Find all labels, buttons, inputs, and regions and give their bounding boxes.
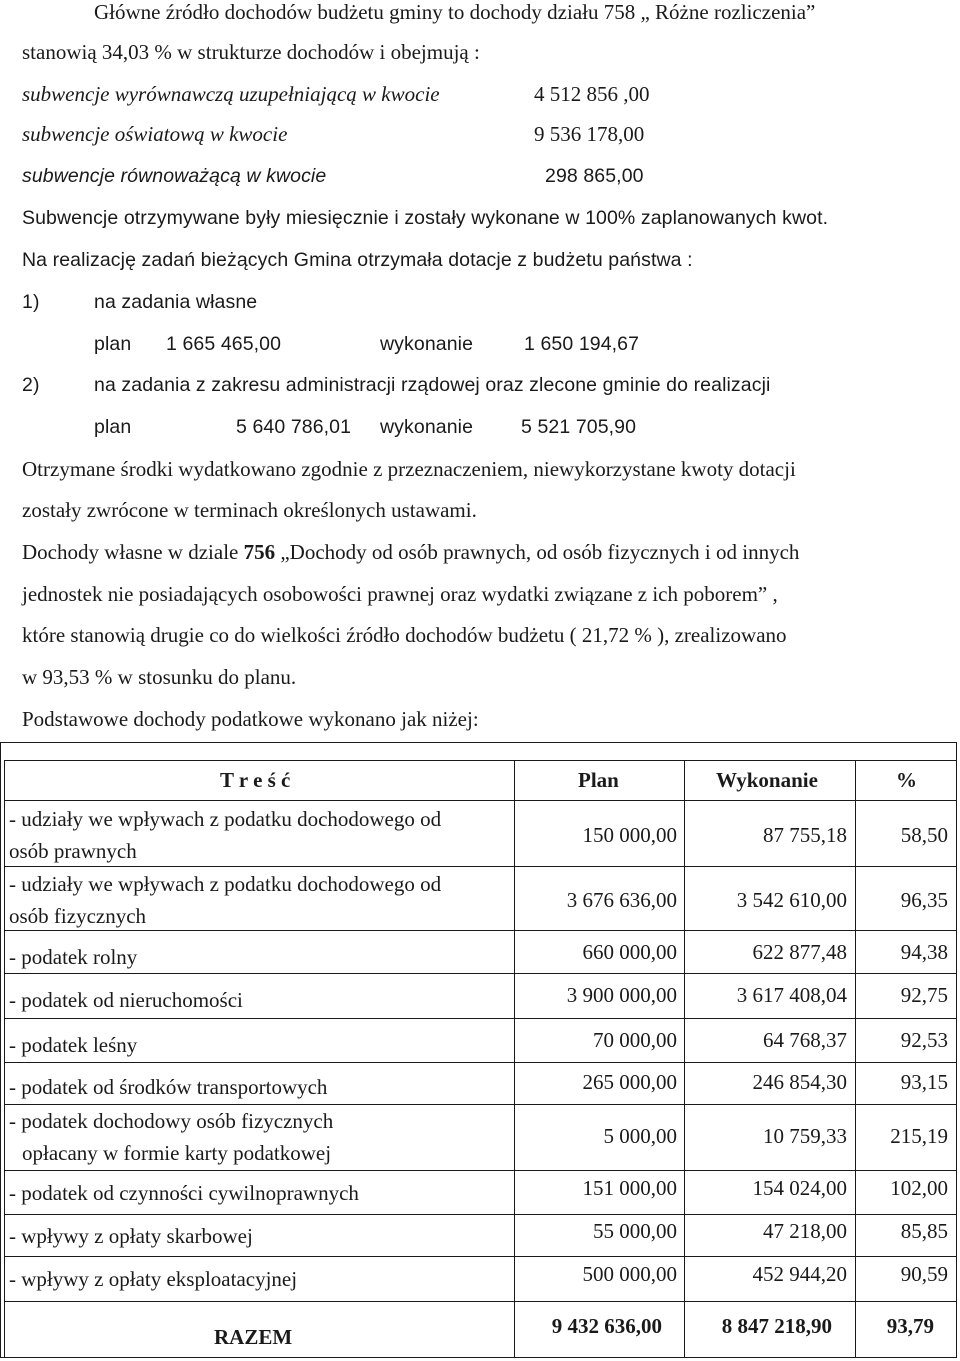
row-4-plan: 3 900 000,00 [566,983,677,1007]
grant-2-exec-label: wykonanie [380,416,474,438]
row-line-10 [4,1301,957,1302]
row-7-pct: 215,19 [890,1124,948,1148]
row-line-header [4,800,957,801]
row-1-plan: 150 000,00 [582,823,677,847]
paragraph-2-line-1-a: Dochody własne w dziale [22,540,244,564]
row-3-exec: 622 877,48 [752,940,847,964]
row-1-label-line-1: - udziały we wpływach z podatku dochodowego od [9,807,442,831]
header-plan: Plan [578,768,619,792]
row-4-exec: 3 617 408,04 [736,983,847,1007]
intro-line-1: Główne źródło dochodów budżetu gminy to dochody działu 758 „ Różne rozliczenia” [94,0,816,24]
subsidy-3-label: subwencje równoważącą w kwocie [22,165,327,187]
row-line-8 [4,1214,957,1215]
row-1-exec: 87 755,18 [763,823,847,847]
total-exec: 8 847 218,90 [721,1314,832,1338]
row-line-1 [4,866,957,867]
row-8-pct: 102,00 [890,1176,948,1200]
row-9-exec: 47 218,00 [763,1219,847,1243]
grant-2-plan-value: 5 640 786,01 [236,416,352,438]
paragraph-2-line-2: jednostek nie posiadających osobowości prawnej oraz wydatki związane z ich poborem” , [22,582,778,606]
row-4-pct: 92,75 [900,983,948,1007]
row-line-3 [4,973,957,974]
header-description: T r e ś ć [220,768,291,792]
subsidy-2-label: subwencje oświatową w kwocie [22,122,288,146]
row-10-pct: 90,59 [900,1262,948,1286]
grant-1-exec-value: 1 650 194,67 [524,333,640,355]
col-separator-3 [855,760,856,1358]
row-6-label: - podatek od środków transportowych [9,1075,328,1099]
row-6-exec: 246 854,30 [752,1070,847,1094]
grants-intro: Na realizację zadań bieżących Gmina otrzymała dotacje z budżetu państwa : [22,249,693,271]
col-separator-2 [684,760,685,1358]
subsidy-paid-text: Subwencje otrzymywane były miesięcznie i zostały wykonane w 100% zaplanowanych kwot. [22,207,829,229]
subsidy-2-value: 9 536 178,00 [534,122,645,146]
row-9-label: - wpływy z opłaty skarbowej [9,1224,253,1248]
row-3-plan: 660 000,00 [582,940,677,964]
row-line-4 [4,1018,957,1019]
paragraph-2-division-number: 756 [243,540,276,564]
subsidy-1-value: 4 512 856 ,00 [534,82,650,106]
row-10-plan: 500 000,00 [582,1262,677,1286]
row-2-label-line-1: - udziały we wpływach z podatku dochodowego od [9,872,442,896]
subsidy-1-label: subwencje wyrównawczą uzupełniającą w kwocie [22,82,440,106]
row-line-6 [4,1104,957,1105]
row-5-label: - podatek leśny [9,1033,138,1057]
grant-1-exec-label: wykonanie [380,333,474,355]
header-percent: % [896,768,917,792]
row-7-exec: 10 759,33 [763,1124,847,1148]
row-9-pct: 85,85 [900,1219,948,1243]
row-line-5 [4,1062,957,1063]
row-4-label: - podatek od nieruchomości [9,988,243,1012]
row-5-plan: 70 000,00 [593,1028,677,1052]
grant-2-number: 2) [22,374,40,396]
grant-2-label: na zadania z zakresu administracji rządowej oraz zlecone gminie do realizacji [94,374,771,396]
grant-1-number: 1) [22,291,40,313]
row-8-plan: 151 000,00 [582,1176,677,1200]
total-plan: 9 432 636,00 [551,1314,662,1338]
paragraph-2-line-1 [22,540,799,564]
row-6-plan: 265 000,00 [582,1070,677,1094]
grant-1-plan-value: 1 665 465,00 [166,333,282,355]
row-line-2 [4,930,957,931]
total-label: RAZEM [214,1325,293,1349]
grant-1-label: na zadania własne [94,291,258,313]
row-2-pct: 96,35 [900,888,948,912]
row-5-pct: 92,53 [900,1028,948,1052]
row-3-label: - podatek rolny [9,945,138,969]
grant-2-plan-label: plan [94,416,132,438]
row-8-exec: 154 024,00 [752,1176,847,1200]
col-separator-1 [514,760,515,1358]
row-line-9 [4,1256,957,1257]
row-2-exec: 3 542 610,00 [736,888,847,912]
row-2-label-line-2: osób fizycznych [9,904,147,928]
paragraph-3: Podstawowe dochody podatkowe wykonano jak niżej: [22,707,479,731]
row-7-label-line-2: opłacany w formie karty podatkowej [22,1141,332,1165]
row-1-pct: 58,50 [900,823,948,847]
paragraph-2-line-1-c: „Dochody od osób prawnych, od osób fizycznych i od innych [275,540,800,564]
paragraph-1-line-1: Otrzymane środki wydatkowano zgodnie z przeznaczeniem, niewykorzystane kwoty dotacji [22,457,796,481]
row-7-label-line-1: - podatek dochodowy osób fizycznych [9,1109,334,1133]
paragraph-2-line-4: w 93,53 % w stosunku do planu. [22,665,297,689]
row-1-label-line-2: osób prawnych [9,839,137,863]
total-pct: 93,79 [886,1314,934,1338]
paragraph-2-line-3: które stanowią drugie co do wielkości źródło dochodów budżetu ( 21,72 % ), zrealizowano [22,623,787,647]
row-10-label: - wpływy z opłaty eksploatacyjnej [9,1267,298,1291]
row-7-plan: 5 000,00 [603,1124,677,1148]
row-8-label: - podatek od czynności cywilnoprawnych [9,1181,359,1205]
row-9-plan: 55 000,00 [593,1219,677,1243]
subsidy-3-value: 298 865,00 [545,165,644,187]
row-3-pct: 94,38 [900,940,948,964]
row-5-exec: 64 768,37 [763,1028,847,1052]
grant-1-plan-label: plan [94,333,132,355]
header-execution: Wykonanie [716,768,818,792]
grant-2-exec-value: 5 521 705,90 [521,416,637,438]
row-10-exec: 452 944,20 [752,1262,847,1286]
row-2-plan: 3 676 636,00 [566,888,677,912]
row-6-pct: 93,15 [900,1070,948,1094]
intro-line-2: stanowią 34,03 % w strukturze dochodów i obejmują : [22,40,480,64]
row-line-7 [4,1170,957,1171]
paragraph-1-line-2: zostały zwrócone w terminach określonych ustawami. [22,498,477,522]
